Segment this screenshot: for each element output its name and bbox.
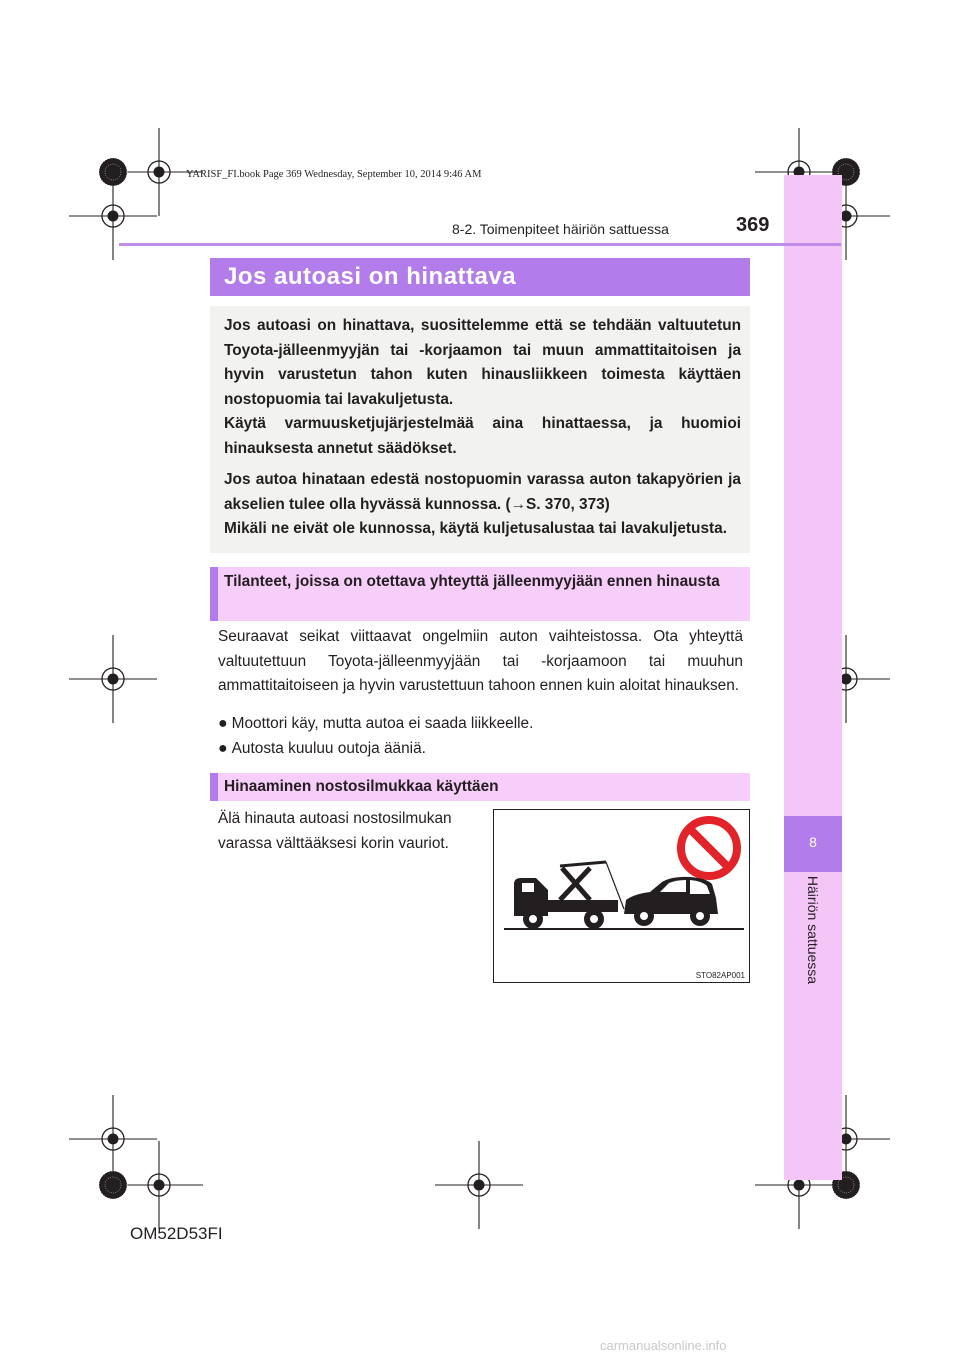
subsection-heading: Tilanteet, joissa on otettava yhteyttä jälleenmyyjään ennen hinausta xyxy=(224,573,720,590)
chapter-side-tab xyxy=(784,175,842,1180)
intro-paragraph: Jos autoa hinataan edestä nostopuomin varassa auton takapyörien ja akselien tulee olla hyvässä kunnossa. (→S. 370, 373) xyxy=(224,471,741,513)
note-paragraph: Älä hinauta autoasi nostosilmukan varassa välttääksesi korin vauriot. xyxy=(218,810,452,852)
intro-paragraph: Jos autoasi on hinattava, suosittelemme että se tehdään valtuutetun Toyota-jälleenmyyjän tai -korjaamon tai muun ammattitaitoisen ja hyvin varustetun tahon kuten hinausliikkeen toimesta käyttäen nostopuomia tai lavakuljetusta. xyxy=(224,317,741,408)
chapter-title: Häiriön sattuessa xyxy=(805,875,821,985)
list-item-text: Moottori käy, mutta autoa ei saada liikkeelle. xyxy=(231,715,534,732)
subsection-heading-bar xyxy=(210,773,750,801)
intro-box xyxy=(210,306,750,553)
heading-accent xyxy=(210,567,218,621)
list-item xyxy=(218,740,426,758)
page-title-bar xyxy=(210,258,750,296)
hatchback-car-icon xyxy=(624,877,718,926)
body-paragraph: Seuraavat seikat viittaavat ongelmiin auton vaihteistossa. Ota yhteyttä valtuutettuun Toyota-jälleenmyyjään tai -korjaamoon tai muuhun ammattitaitoiseen ja hyvin varustettuun tahoon ennen kuin aloitat hinauksen. xyxy=(218,628,743,694)
no-entry-sign-icon xyxy=(681,820,737,876)
bullet-icon: ● xyxy=(218,740,228,757)
list-item xyxy=(218,715,533,733)
chapter-number: 8 xyxy=(809,834,817,850)
subsection-heading: Hinaaminen nostosilmukkaa käyttäen xyxy=(224,778,499,795)
tow-scene xyxy=(494,810,749,982)
list-item-text: Autosta kuuluu outoja ääniä. xyxy=(231,740,426,757)
header-divider xyxy=(119,243,841,246)
figure-code: STO82AP001 xyxy=(695,971,745,980)
page-title: Jos autoasi on hinattava xyxy=(224,263,517,290)
chapter-number-box xyxy=(784,816,842,872)
intro-paragraph: Käytä varmuusketjujärjestelmää aina hinattaessa, ja huomioi hinauksesta annetut säädökset. xyxy=(224,415,741,457)
book-stamp: YARISF_FI.book Page 369 Wednesday, September 10, 2014 9:46 AM xyxy=(186,169,482,180)
heading-accent xyxy=(210,773,218,801)
intro-text xyxy=(224,314,741,542)
subsection-heading-bar xyxy=(210,567,750,621)
watermark: carmanualsonline.info xyxy=(600,1338,727,1353)
tow-truck-icon xyxy=(514,862,624,929)
towing-illustration xyxy=(493,809,750,983)
page-number: 369 xyxy=(736,214,770,236)
bullet-icon: ● xyxy=(218,715,228,732)
model-code: OM52D53FI xyxy=(130,1224,223,1243)
section-header: 8-2. Toimenpiteet häiriön sattuessa xyxy=(452,221,669,237)
intro-paragraph: Mikäli ne eivät ole kunnossa, käytä kuljetusalustaa tai lavakuljetusta. xyxy=(224,520,727,537)
